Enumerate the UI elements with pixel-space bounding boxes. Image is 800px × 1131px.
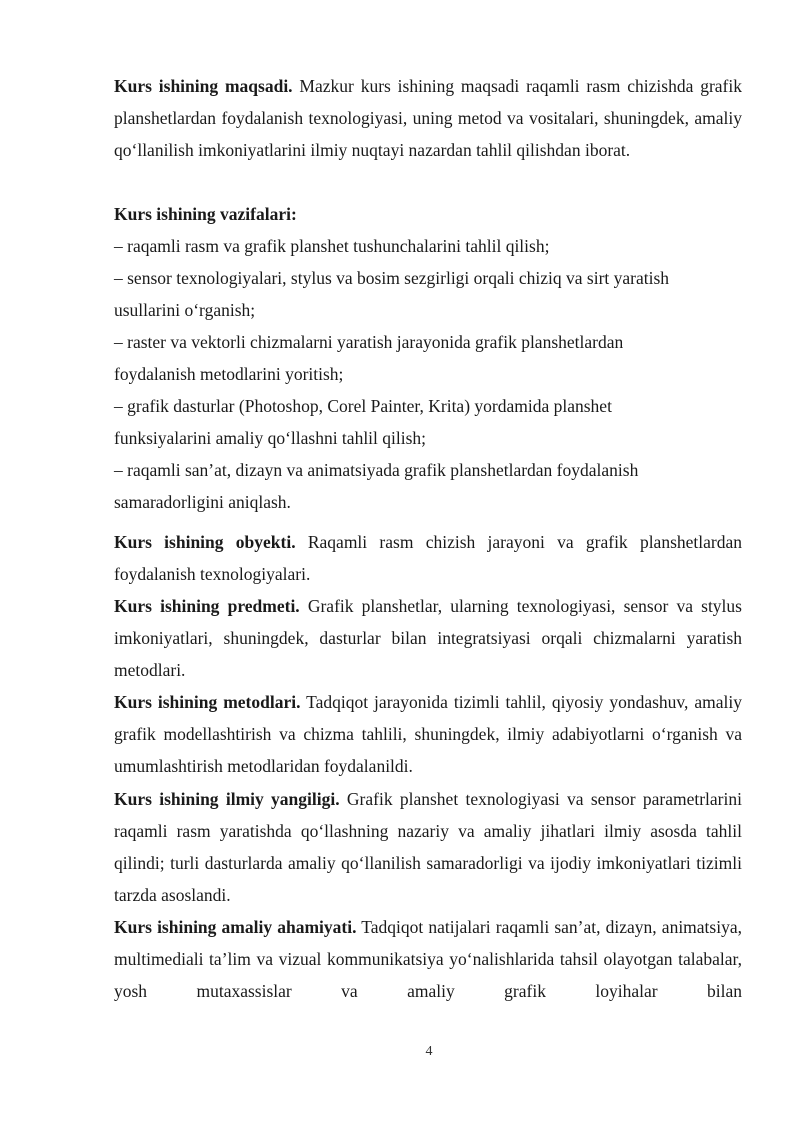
text-metodlar: Tadqiqot jarayonida tizimli tahlil, qiyosiy yondashuv, amaliy grafik modellashtirish va chizma tahlili, shuningdek, ilmiy adabiyotlarni o‘rganish va umumlashtirish metodlaridan foydalanildi. <box>114 692 743 776</box>
heading-maqsad: Kurs ishining maqsadi. <box>114 76 293 96</box>
list-item: – grafik dasturlar (Photoshop, Corel Painter, Krita) yordamida planshet funksiyalarini amaliy qo‘llashni tahlil qilish; <box>114 396 612 448</box>
paragraph-metodlar <box>114 686 742 782</box>
list-item: – raster va vektorli chizmalarni yaratish jarayonida grafik planshetlardan foydalanish metodlarini yoritish; <box>114 332 624 384</box>
paragraph-obyekt <box>114 526 742 590</box>
paragraph-ahamiyat <box>114 911 742 1007</box>
heading-vazifalar-line <box>114 198 742 230</box>
paragraph-maqsad <box>114 70 742 166</box>
list-item: – raqamli san’at, dizayn va animatsiyada grafik planshetlardan foydalanish samaradorligini aniqlash. <box>114 460 639 512</box>
heading-metodlar: Kurs ishining metodlari. <box>114 692 301 712</box>
heading-vazifalar: Kurs ishining vazifalari: <box>114 204 297 224</box>
list-item: – raqamli rasm va grafik planshet tushunchalarini tahlil qilish; <box>114 236 550 256</box>
text-ahamiyat: Tadqiqot natijalari raqamli san’at, dizayn, animatsiya, multimediali ta’lim va vizual kommunikatsiya yo‘nalishlarida tahsil olayotgan talabalar, yosh mutaxassislar va amaliy grafik loyihalar bilan <box>114 917 742 1001</box>
text-predmet: Grafik planshetlar, ularning texnologiyasi, sensor va stylus imkoniyatlari, shuningdek, dasturlar bilan integratsiyasi orqali chizmalarni yaratish metodlari. <box>114 596 742 680</box>
heading-ahamiyat: Kurs ishining amaliy ahamiyati. <box>114 917 357 937</box>
heading-predmet: Kurs ishining predmeti. <box>114 596 300 616</box>
heading-yangilik: Kurs ishining ilmiy yangiligi. <box>114 789 340 809</box>
list-item: – sensor texnologiyalari, stylus va bosim sezgirligi orqali chiziq va sirt yaratish usullarini o‘rganish; <box>114 268 670 320</box>
text-obyekt: Raqamli rasm chizish jarayoni va grafik planshetlardan foydalanish texnologiyalari. <box>114 532 742 584</box>
text-maqsad: Mazkur kurs ishining maqsadi raqamli rasm chizishda grafik planshetlardan foydalanish texnologiyasi, uning metod va vositalari, shuningdek, amaliy qo‘llanilish imkoniyatlarini ilmiy nuqtayi nazardan tahlil qilishdan iborat. <box>114 76 742 160</box>
paragraph-yangilik <box>114 783 742 911</box>
heading-obyekt: Kurs ishining obyekti. <box>114 532 296 552</box>
page-number: 4 <box>425 1044 433 1059</box>
text-yangilik: Grafik planshet texnologiyasi va sensor parametrlarini raqamli rasm yaratishda qo‘llashning nazariy va amaliy jihatlari ilmiy asosda tahlil qilindi; turli dasturlarda amaliy qo‘llanilish samaradorligi va ijodiy imkoniyatlari tizimli tarzda asoslandi. <box>114 789 742 905</box>
paragraph-predmet <box>114 590 742 686</box>
